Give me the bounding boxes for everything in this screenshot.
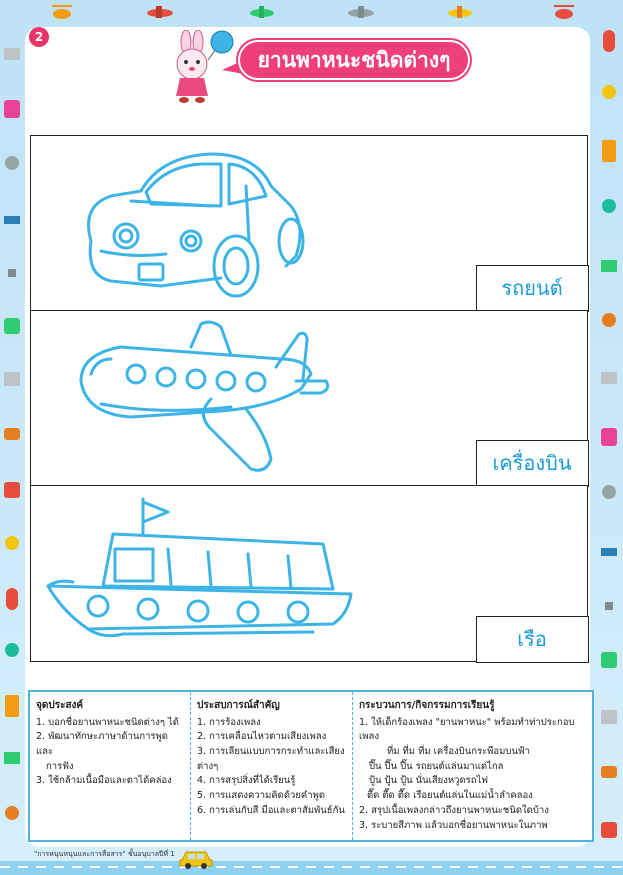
list-item: 2. พัฒนาทักษะภาษาด้านการพูดและ xyxy=(36,731,168,757)
envelope-icon xyxy=(601,372,617,384)
satellite-icon xyxy=(601,598,617,614)
top-decoration-strip xyxy=(0,0,623,26)
list-item: 3. ใช้กล้ามเนื้อมือและตาได้คล่อง xyxy=(36,775,172,787)
train-icon xyxy=(601,428,617,446)
bus-icon xyxy=(601,822,617,838)
chat-icon xyxy=(4,428,20,442)
bus-icon xyxy=(4,318,20,334)
balloon-icon xyxy=(601,198,617,218)
list-item: 3. การเลียนแบบการกระทำและเสียงต่างๆ xyxy=(197,745,345,772)
list-item: 4. การสรุปสิ่งที่ได้เรียนรู้ xyxy=(197,775,296,787)
balloon-icon xyxy=(601,312,617,332)
envelope-icon xyxy=(601,260,617,272)
footer-caption: "การหนุนหนุนและการสื่อสาร" ชั้นอนุบาลปีที่ 1 xyxy=(34,850,175,858)
satellite-icon xyxy=(601,484,617,500)
fax-icon xyxy=(4,372,20,386)
objectives-column xyxy=(30,692,190,840)
taxi-icon xyxy=(178,848,214,870)
satellite-icon xyxy=(4,265,20,281)
airplane-icon xyxy=(446,4,474,20)
list-item: 3. ระบายสีภาพ แล้วบอกชื่อยานพาหนะในภาพ xyxy=(359,819,548,831)
list-item: 1. ให้เด็กร้องเพลง "ยานพาหนะ" พร้อมทำท่าประกอบเพลง xyxy=(359,716,575,743)
airplane-panel xyxy=(30,310,588,486)
car-panel xyxy=(30,135,588,311)
song-line: ปู้น ปู้น ปู้น นั่นเสียงหวูดรถไฟ xyxy=(369,775,488,787)
experiences-heading: ประสบการณ์สำคัญ xyxy=(197,700,280,711)
airplane-icon xyxy=(145,4,175,20)
ship-icon xyxy=(601,542,617,556)
ship-icon xyxy=(4,210,20,224)
page-number: 2 xyxy=(29,27,49,47)
airplane-icon xyxy=(346,4,376,20)
list-item: 2. การเคลื่อนไหวตามเสียงเพลง xyxy=(197,731,327,743)
balloon-icon xyxy=(4,805,20,825)
rocket-icon xyxy=(6,588,18,610)
envelope-icon xyxy=(4,48,20,60)
phone-icon xyxy=(602,140,616,162)
list-item: 5. การแสดงความคิดด้วยคำพูด xyxy=(197,790,326,802)
boat-label: เรือ xyxy=(476,616,589,663)
lesson-info-box xyxy=(28,690,594,842)
activities-heading: กระบวนการ/กิจกรรมการเรียนรู้ xyxy=(359,700,495,711)
train-icon xyxy=(4,100,20,118)
satellite-icon xyxy=(4,155,20,171)
activities-column xyxy=(352,692,592,840)
balloon-icon xyxy=(601,84,617,104)
airplane-label: เครื่องบิน xyxy=(476,440,589,487)
fax-icon xyxy=(601,710,617,724)
list-item: 1. การร้องเพลง xyxy=(197,716,261,728)
boat-panel xyxy=(30,485,588,662)
road-line xyxy=(0,866,623,868)
list-item: 6. การเล่นกับสี มือและตาสัมพันธ์กัน xyxy=(197,804,345,816)
road-strip xyxy=(0,861,623,875)
experiences-column xyxy=(190,692,352,840)
boat-icon xyxy=(43,494,363,659)
airplane-icon xyxy=(248,4,276,20)
bus-icon xyxy=(4,482,20,498)
list-item: 1. บอกชื่อยานพาหนะชนิดต่างๆ ได้ xyxy=(36,716,179,728)
song-line: ที่ม ที่ม ที่ม เครื่องบินกระพือมบนฟ้า xyxy=(387,745,530,757)
airplane-icon xyxy=(71,319,331,479)
song-line: ปี๊น ปี๊น ปี๊น รถยนต์แล่นมาแต่ไกล xyxy=(369,760,504,772)
song-line: ตื๊ด ตื๊ด ตื๊ด เรือยนต์แล่นในแม่น้ำลำคลอง xyxy=(367,790,533,802)
helicopter-icon xyxy=(552,4,578,20)
helicopter-icon xyxy=(50,4,76,20)
balloon-icon xyxy=(4,535,20,555)
car-label: รถยนต์ xyxy=(476,265,589,312)
bus-icon xyxy=(601,652,617,668)
envelope-icon xyxy=(4,752,20,764)
phone-icon xyxy=(5,695,19,717)
list-item: 2. สรุปเนื้อเพลงกล่าวถึงยานพาหนะชนิดใดบ้าง xyxy=(359,804,549,816)
balloon-icon xyxy=(4,642,20,662)
rocket-icon xyxy=(603,30,615,52)
chat-icon xyxy=(601,766,617,780)
page-title: ยานพาหนะชนิดต่างๆ xyxy=(238,40,470,80)
car-icon xyxy=(71,146,311,306)
list-item: การฟัง xyxy=(46,760,74,772)
objectives-heading: จุดประสงค์ xyxy=(36,700,84,711)
